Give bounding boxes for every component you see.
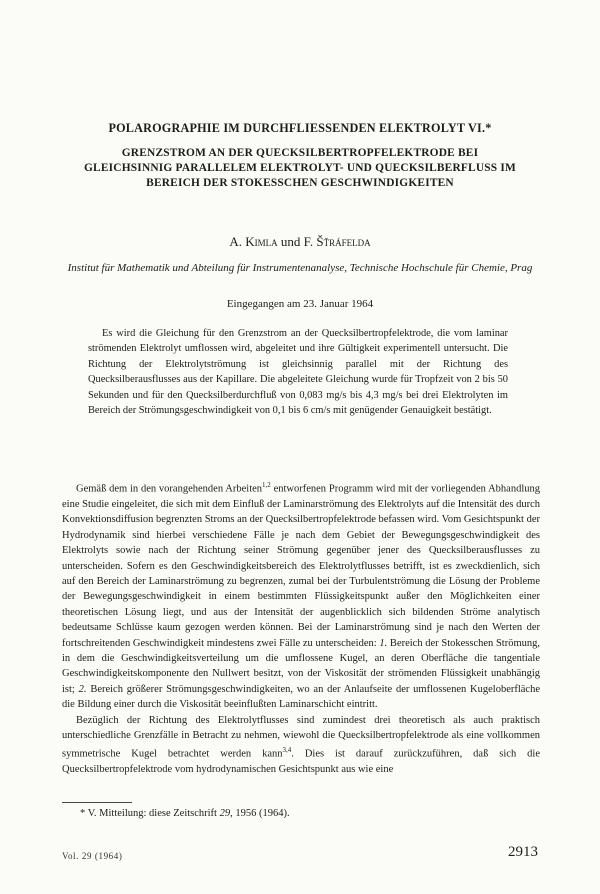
author-2-surname: Šťráfelda [316,234,371,249]
abstract: Es wird die Gleichung für den Grenzstrom an der Quecksilbertropfelektrode, die vom laminar strömenden Elektrolyt umflossen wird, abgeleitet und ihre Gültigkeit experimentell untersucht. Die Richtung der Elektrolytströmung ist gleichsinnig parallel mit der Richtung des Quecksilberausflusses aus der Kapillare. Die abgeleitete Gleichung wurde für Tropfzeit von 2 bis 50 Sekunden und für den Quecksilberdurchfluß von 0,083 mg/s bis 4,3 mg/s bei drei Elektrolyten im Bereich der Strömungsgeschwindigkeit von 0,1 bis 6 cm/s mit genügender Genauigkeit bestätigt. [88,328,508,417]
reference-superscript: 1,2 [262,481,271,489]
text-run: Bezüglich der Richtung des Elektrolytflusses sind zumindest drei theoretisch als auch praktisch unterschiedliche Grenzfälle in Betracht zu nehmen, wiewohl die Quecksilbertropfelektrode als eine vollkommen symmetrische Kugel betrachtet werden kann [62,714,540,760]
text-run: entworfenen Programm wird mit der vorliegenden Abhandlung eine Studie eingeleitet, die sich mit dem Einfluß der Laminarströmung des Elektrolyts auf die Intensität des durch Konvektionsdiffusion begrenzten Stroms an der Quecksilbertropfelektrode befassen wird. Vom Gesichtspunkt der Hydrodynamik sind hierbei verschiedene Fälle je nach dem Gebiet der Bewegungsgeschwindigkeit des Elektrolyts sowie nach der Richtung seiner Strömung gegenüber jener des Quecksilberausflusses zu unterscheiden. Sofern es den Geschwindigkeitsbereich des Elektrolytflusses betrifft, ist es zweckdienlich, sich auf den Bereich der Laminarströmung zu begrenzen, zumal bei der Turbulentströmung die Lösung der Probleme der Bewegungsgeschwindigkeit in einem bestimmten Flüssigkeitspunkt außer den Möglichkeiten einer theoretischen Lösung liegt, und aus der Intensität der augenblicklich sich bildenden Ströme analytisch bedeutsame Schlüsse kaum gezogen werden können. Bei der Laminarströmung sind je nach den Werten der fortschreitenden Geschwindigkeit mindestens zwei Fälle zu unterscheiden: [62,483,540,649]
body-paragraph-1 [62,478,540,713]
footnote [80,808,290,819]
author-2-initial: F. [303,234,314,249]
enumeration-number: 1. [379,637,388,649]
footnote-marker: * [80,808,86,819]
enumeration-number: 2. [78,683,87,695]
footnote-volume: 29 [219,808,231,819]
text-run: . Dies ist darauf zurückzuführen, daß sich die Quecksilbertropfelektrode vom hydrodynamischen Gesichtspunkt aus wie eine [62,748,540,776]
authors-line [60,234,540,250]
text-run: Bereich größerer Strömungsgeschwindigkeiten, wo an der Anlaufseite der umflossenen Kugeloberfläche die Bildung einer durch die Viskosität beeinflußten Laminarschicht eintritt. [62,683,540,711]
body-text [62,478,540,778]
received-date: Eingegangen am 23. Januar 1964 [226,298,374,310]
footnote-text: , 1956 (1964). [230,808,290,819]
article-subtitle: GRENZSTROM AN DER QUECKSILBERTROPFELEKTRODE BEI GLEICHSINNIG PARALLELEM ELEKTROLYT- UND QUECKSILBERFLUSS IM BEREICH DER STOKESSCHEN GESCHWINDIGKEITEN [84,147,516,189]
journal-volume-footer: Vol. 29 (1964) [62,851,123,861]
affiliation: Institut für Mathematik und Abteilung für Instrumentenanalyse, Technische Hochschule für Chemie, Prag [67,262,533,274]
authors-conjunction: und [280,234,301,249]
author-1-initial: A. [229,234,243,249]
footnote-text: V. Mitteilung: diese Zeitschrift [87,808,220,819]
footnote-divider [62,802,132,803]
body-paragraph-2 [62,713,540,778]
text-run: Gemäß dem in den vorangehenden Arbeiten [76,483,263,495]
author-1-surname: Kimla [245,234,278,249]
article-title: POLAROGRAPHIE IM DURCHFLIESSENDEN ELEKTROLYT VI.* [108,121,492,135]
page-number: 2913 [508,844,538,860]
text-run: Bereich der Stokesschen Strömung, in dem die Geschwindigkeitsverteilung um die umflossene Kugel, an deren Oberfläche die tangentiale Geschwindigkeitskomponente den Nullwert besitzt, von der Viskosität der strömenden Flüssigkeit unabhängig ist; [62,637,541,695]
reference-superscript: 3,4 [282,746,292,755]
